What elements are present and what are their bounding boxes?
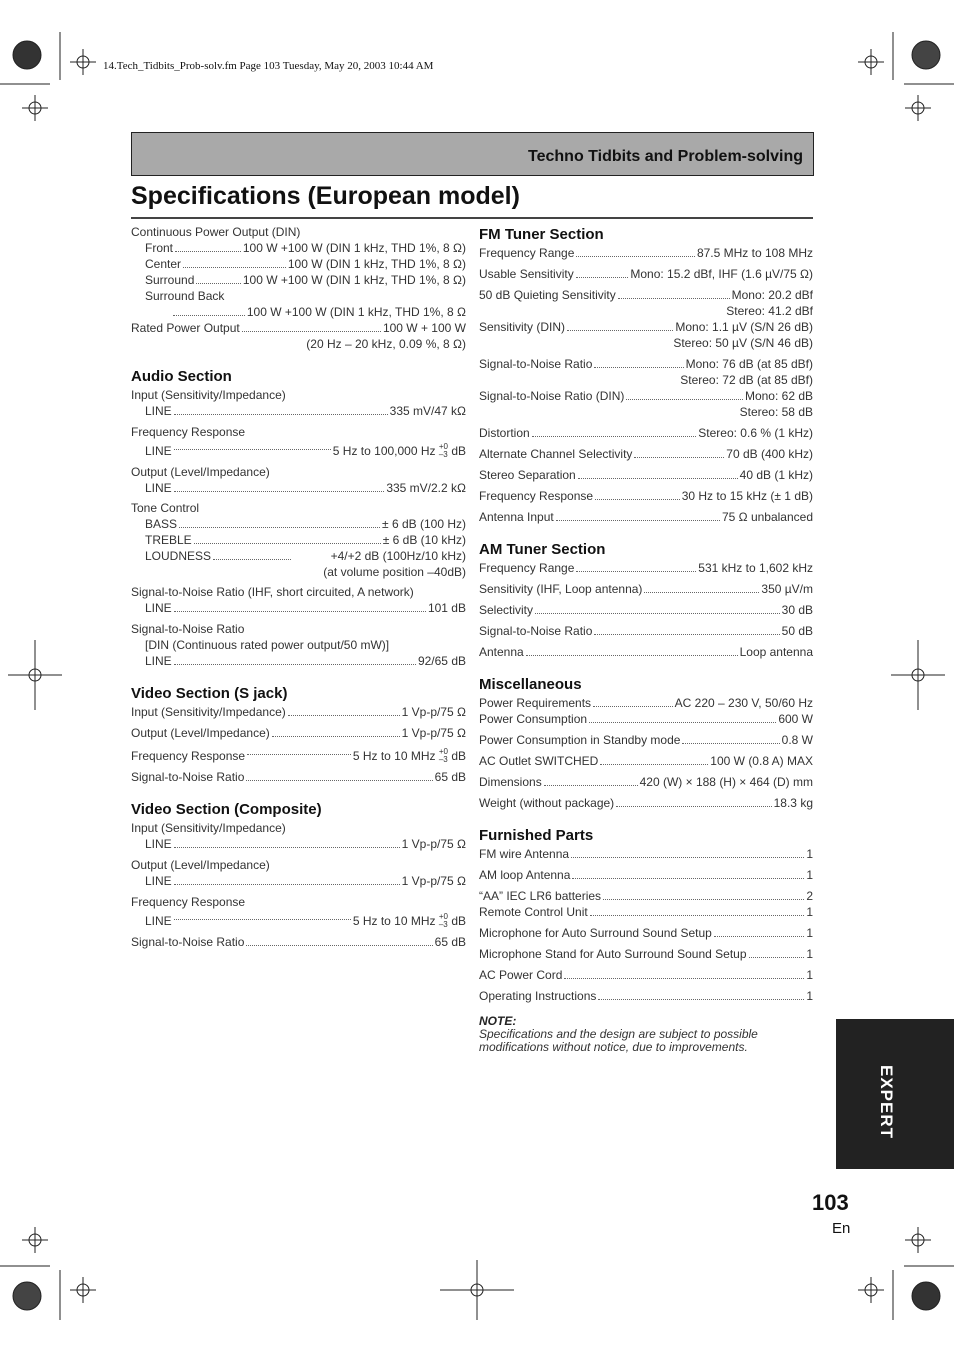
video-s-input: Input (Sensitivity/Impedance) 1 Vp-p/75 Ω bbox=[131, 705, 466, 719]
fm-snr: Signal-to-Noise Ratio Mono: 76 dB (at 85 dBf) bbox=[479, 357, 813, 371]
crosshair-left-mid bbox=[8, 640, 62, 710]
tone-loudness-cond: (at volume position –40dB) bbox=[323, 565, 466, 579]
video-c-freq-label: Frequency Response bbox=[131, 895, 246, 909]
fm-separation: Stereo Separation 40 dB (1 kHz) bbox=[479, 468, 813, 482]
video-c-freq: LINE 5 Hz to 10 MHz +0 –3 dB bbox=[145, 912, 466, 930]
tone-label: Tone Control bbox=[131, 501, 200, 515]
video-c-output: LINE 1 Vp-p/75 Ω bbox=[145, 874, 466, 888]
fm-snr-din: Signal-to-Noise Ratio (DIN) Mono: 62 dB bbox=[479, 389, 813, 403]
snr-label: Signal-to-Noise Ratio bbox=[131, 622, 245, 636]
crosshair-top-right bbox=[858, 49, 884, 75]
spec-row-rated-cond: (20 Hz – 20 kHz, 0.09 %, 8 Ω) bbox=[306, 337, 466, 351]
misc-title: Miscellaneous bbox=[479, 676, 582, 693]
misc-weight: Weight (without package) 18.3 kg bbox=[479, 796, 813, 810]
snr-ihf-line: LINE 101 dB bbox=[145, 601, 466, 615]
fm-alt-selectivity: Alternate Channel Selectivity 70 dB (400 kHz) bbox=[479, 447, 813, 461]
video-c-input-label: Input (Sensitivity/Impedance) bbox=[131, 821, 286, 835]
crosshair-left-bottom bbox=[22, 1227, 48, 1253]
spec-row-center: Center 100 W (DIN 1 kHz, THD 1%, 8 Ω) bbox=[145, 257, 466, 271]
spec-row-front: Front 100 W +100 W (DIN 1 kHz, THD 1%, 8 Ω) bbox=[145, 241, 466, 255]
crosshair-bottom-center bbox=[440, 1260, 514, 1320]
fm-quieting: 50 dB Quieting Sensitivity Mono: 20.2 dBf bbox=[479, 288, 813, 302]
snr-ihf-label: Signal-to-Noise Ratio (IHF, short circuited, A network) bbox=[131, 585, 414, 599]
page-number: 103 bbox=[812, 1190, 849, 1215]
fm-title: FM Tuner Section bbox=[479, 226, 604, 243]
misc-power-req: Power Requirements AC 220 – 230 V, 50/60 Hz bbox=[479, 696, 813, 710]
page-title: Specifications (European model) bbox=[131, 182, 520, 210]
parts-item: Microphone for Auto Surround Sound Setup 1 bbox=[479, 926, 813, 940]
spec-row-surround-back-label: Surround Back bbox=[145, 289, 225, 303]
am-title: AM Tuner Section bbox=[479, 541, 606, 558]
misc-power-cons: Power Consumption 600 W bbox=[479, 712, 813, 726]
audio-output-label: Output (Level/Impedance) bbox=[131, 465, 270, 479]
crosshair-right-top bbox=[905, 95, 931, 121]
am-selectivity: Selectivity 30 dB bbox=[479, 603, 813, 617]
misc-outlet: AC Outlet SWITCHED 100 W (0.8 A) MAX bbox=[479, 754, 813, 768]
section-banner bbox=[131, 132, 814, 176]
video-c-input: LINE 1 Vp-p/75 Ω bbox=[145, 837, 466, 851]
audio-section-title: Audio Section bbox=[131, 368, 232, 385]
crosshair-bottom-left bbox=[70, 1277, 96, 1303]
video-s-output: Output (Level/Impedance) 1 Vp-p/75 Ω bbox=[131, 726, 466, 740]
spec-row-rated: Rated Power Output 100 W + 100 W bbox=[131, 321, 466, 335]
crosshair-right-bottom bbox=[905, 1227, 931, 1253]
note-text: Specifications and the design are subject to possible modifications without notice, due to improvements. bbox=[479, 1027, 758, 1054]
am-snr: Signal-to-Noise Ratio 50 dB bbox=[479, 624, 813, 638]
am-sensitivity: Sensitivity (IHF, Loop antenna) 350 µV/m bbox=[479, 582, 813, 596]
parts-item: Microphone Stand for Auto Surround Sound Setup 1 bbox=[479, 947, 813, 961]
expert-tab-label: EXPERT bbox=[877, 1065, 896, 1140]
video-c-title: Video Section (Composite) bbox=[131, 801, 322, 818]
crosshair-right-mid bbox=[891, 640, 945, 710]
sunburst-top-right bbox=[912, 41, 940, 69]
fm-freq-response: Frequency Response 30 Hz to 15 kHz (± 1 dB) bbox=[479, 489, 813, 503]
spec-row-surround-back: 100 W +100 W (DIN 1 kHz, THD 1%, 8 Ω bbox=[131, 304, 466, 320]
video-c-output-label: Output (Level/Impedance) bbox=[131, 858, 270, 872]
fm-snr-stereo: Stereo: 72 dB (at 85 dBf) bbox=[680, 373, 813, 387]
audio-freq-line: LINE 5 Hz to 100,000 Hz +0 –3 dB bbox=[145, 442, 466, 460]
video-c-snr: Signal-to-Noise Ratio 65 dB bbox=[131, 935, 466, 949]
fm-snr-din-stereo: Stereo: 58 dB bbox=[739, 405, 813, 419]
sunburst-bottom-right bbox=[912, 1282, 940, 1310]
parts-title: Furnished Parts bbox=[479, 827, 594, 844]
banner-title: Techno Tidbits and Problem-solving bbox=[528, 148, 803, 165]
fm-usable: Usable Sensitivity Mono: 15.2 dBf, IHF (1.6 µV/75 Ω) bbox=[479, 267, 813, 281]
fm-range: Frequency Range 87.5 MHz to 108 MHz bbox=[479, 246, 813, 260]
crosshair-left-top bbox=[22, 95, 48, 121]
parts-item: FM wire Antenna 1 bbox=[479, 847, 813, 861]
page-language: En bbox=[832, 1220, 851, 1237]
note-title: NOTE: bbox=[479, 1014, 517, 1028]
fm-quieting-stereo: Stereo: 41.2 dBf bbox=[726, 304, 813, 318]
tone-bass: BASS ± 6 dB (100 Hz) bbox=[145, 517, 466, 531]
parts-item: Operating Instructions 1 bbox=[479, 989, 813, 1003]
am-antenna: Antenna Loop antenna bbox=[479, 645, 813, 659]
audio-output-line: LINE 335 mV/2.2 kΩ bbox=[145, 481, 466, 495]
left-column bbox=[131, 224, 466, 950]
snr-line: LINE 92/65 dB bbox=[145, 654, 466, 668]
video-s-snr: Signal-to-Noise Ratio 65 dB bbox=[131, 770, 466, 784]
tone-treble: TREBLE ± 6 dB (10 kHz) bbox=[145, 533, 466, 547]
snr-din: [DIN (Continuous rated power output/50 mW)] bbox=[145, 638, 390, 652]
misc-dimensions: Dimensions 420 (W) × 188 (H) × 464 (D) mm bbox=[479, 775, 813, 789]
fm-sensitivity: Sensitivity (DIN) Mono: 1.1 µV (S/N 26 dB) bbox=[479, 320, 813, 334]
video-s-title: Video Section (S jack) bbox=[131, 685, 288, 702]
file-header: 14.Tech_Tidbits_Prob-solv.fm Page 103 Tuesday, May 20, 2003 10:44 AM bbox=[103, 60, 434, 72]
tone-loudness: LOUDNESS +4/+2 dB (100Hz/10 kHz) bbox=[145, 549, 466, 563]
power-heading: Continuous Power Output (DIN) bbox=[131, 225, 301, 239]
fm-antenna: Antenna Input 75 Ω unbalanced bbox=[479, 510, 813, 524]
sunburst-bottom-left bbox=[13, 1282, 41, 1310]
audio-input-label: Input (Sensitivity/Impedance) bbox=[131, 388, 286, 402]
audio-input-line: LINE 335 mV/47 kΩ bbox=[145, 404, 466, 418]
parts-item: AM loop Antenna 1 bbox=[479, 868, 813, 882]
parts-item: AC Power Cord 1 bbox=[479, 968, 813, 982]
crosshair-top-left bbox=[70, 49, 96, 75]
fm-sensitivity-stereo: Stereo: 50 µV (S/N 46 dB) bbox=[673, 336, 813, 350]
am-range: Frequency Range 531 kHz to 1,602 kHz bbox=[479, 561, 813, 575]
title-rule bbox=[131, 217, 813, 219]
misc-standby: Power Consumption in Standby mode 0.8 W bbox=[479, 733, 813, 747]
parts-item: “AA” IEC LR6 batteries 2 bbox=[479, 889, 813, 903]
parts-item: Remote Control Unit 1 bbox=[479, 905, 813, 919]
crosshair-bottom-right bbox=[858, 1277, 884, 1303]
sunburst-top-left bbox=[13, 41, 41, 69]
right-column bbox=[479, 224, 813, 1054]
fm-distortion: Distortion Stereo: 0.6 % (1 kHz) bbox=[479, 426, 813, 440]
expert-tab bbox=[836, 1019, 954, 1169]
audio-freq-label: Frequency Response bbox=[131, 425, 246, 439]
spec-row-surround: Surround 100 W +100 W (DIN 1 kHz, THD 1%, 8 Ω) bbox=[145, 273, 466, 287]
video-s-freq: Frequency Response 5 Hz to 10 MHz +0 –3 dB bbox=[131, 747, 466, 765]
